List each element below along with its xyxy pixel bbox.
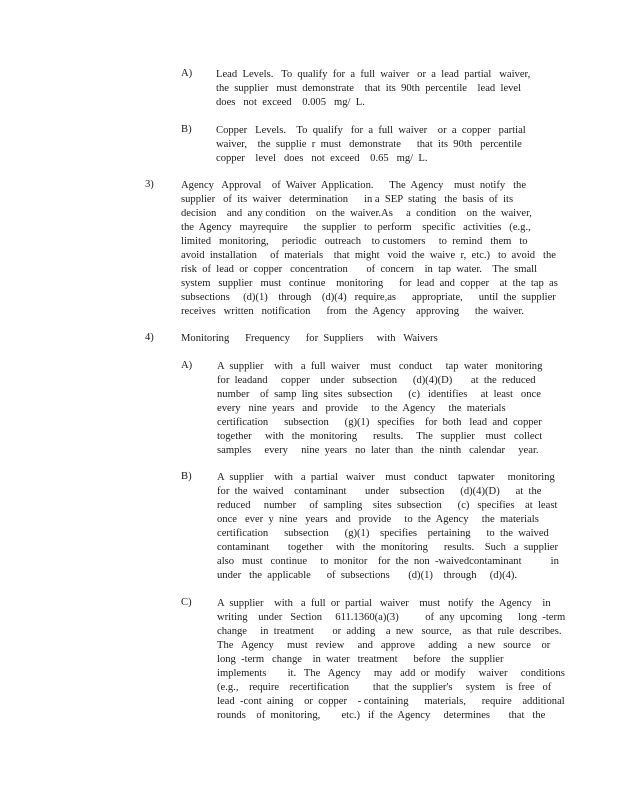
text-line: reduced number of sampling sites subsection (c) specifies at least xyxy=(217,500,558,511)
text-line: Copper Levels. To qualify for a full waiver or a copper partial xyxy=(216,125,526,136)
text-line: Lead Levels. To qualify for a full waiver or a lead partial waiver, xyxy=(216,69,531,80)
text-line: system supplier must continue monitoring for lead and copper at the tap as xyxy=(181,278,558,289)
item-marker: C) xyxy=(181,597,192,608)
text-line: implements it. The Agency may add or modify waiver conditions xyxy=(217,668,565,679)
text-line: writing under Section 611.1360(a)(3) of any upcoming long -term xyxy=(217,612,566,623)
text-line: subsections (d)(1) through (d)(4) require,as appropriate, until the supplier xyxy=(181,292,556,303)
text-line: for the waived contaminant under subsection (d)(4)(D) at the xyxy=(217,486,542,497)
text-line: for leadand copper under subsection (d)(4)(D) at the reduced xyxy=(217,375,536,386)
text-line: the Agency mayrequire the supplier to perform specific activities (e.g., xyxy=(181,222,531,233)
text-line: risk of lead or copper concentration of concern in tap water. The small xyxy=(181,264,538,275)
text-line: certification subsection (g)(1) specifies for both lead and copper xyxy=(217,417,542,428)
text-line: lead -cont aining or copper - containing materials, require additional xyxy=(217,696,565,707)
text-line: decision and any condition on the waiver.As a condition on the waiver, xyxy=(181,208,532,219)
text-line: the supplier must demonstrate that its 90th percentile lead level xyxy=(216,83,522,94)
text-line: A supplier with a full waiver must conduct tap water monitoring xyxy=(217,361,543,372)
text-line: Agency Approval of Waiver Application. The Agency must notify the xyxy=(181,180,527,191)
text-line: also must continue to monitor for the non -waivedcontaminant in xyxy=(217,556,559,567)
text-line: The Agency must review and approve adding a new source or xyxy=(217,640,551,651)
item-marker: B) xyxy=(181,124,192,135)
item-marker: B) xyxy=(181,471,192,482)
text-line: every nine years and provide to the Agency the materials xyxy=(217,403,506,414)
item-marker: A) xyxy=(181,68,193,79)
text-line: change in treatment or adding a new source, as that rule describes. xyxy=(217,626,562,637)
section-heading: Monitoring Frequency for Suppliers with Waivers xyxy=(181,333,438,344)
item-marker: 4) xyxy=(145,332,154,343)
item-marker: A) xyxy=(181,360,193,371)
text-line: copper level does not exceed 0.65 mg/ L. xyxy=(216,153,428,164)
item-marker: 3) xyxy=(145,179,154,190)
text-line: once ever y nine years and provide to the Agency the materials xyxy=(217,514,539,525)
text-line: A supplier with a partial waiver must conduct tapwater monitoring xyxy=(217,472,555,483)
text-line: does not exceed 0.005 mg/ L. xyxy=(216,97,365,108)
text-line: (e.g., require recertification that the supplier's system is free of xyxy=(217,682,552,693)
text-line: under the applicable of subsections (d)(1) through (d)(4). xyxy=(217,570,518,581)
text-line: limited monitoring, periodic outreach to customers to remind them to xyxy=(181,236,528,247)
text-line: long -term change in water treatment before the supplier xyxy=(217,654,504,665)
text-line: avoid installation of materials that might void the waive r, etc.) to avoid the xyxy=(181,250,556,261)
text-line: certification subsection (g)(1) specifies pertaining to the waived xyxy=(217,528,549,539)
text-line: contaminant together with the monitoring results. Such a supplier xyxy=(217,542,559,553)
text-line: number of samp ling sites subsection (c) identifies at least once xyxy=(217,389,541,400)
text-line: samples every nine years no later than the ninth calendar year. xyxy=(217,445,539,456)
text-line: receives written notification from the Agency approving the waiver. xyxy=(181,306,525,317)
text-line: A supplier with a full or partial waiver must notify the Agency in xyxy=(217,598,551,609)
text-line: waiver, the supplie r must demonstrate that its 90th percentile xyxy=(216,139,522,150)
text-line: rounds of monitoring, etc.) if the Agency determines that the xyxy=(217,710,546,721)
text-line: supplier of its waiver determination in a SEP stating the basis of its xyxy=(181,194,514,205)
text-line: together with the monitoring results. The supplier must collect xyxy=(217,431,543,442)
